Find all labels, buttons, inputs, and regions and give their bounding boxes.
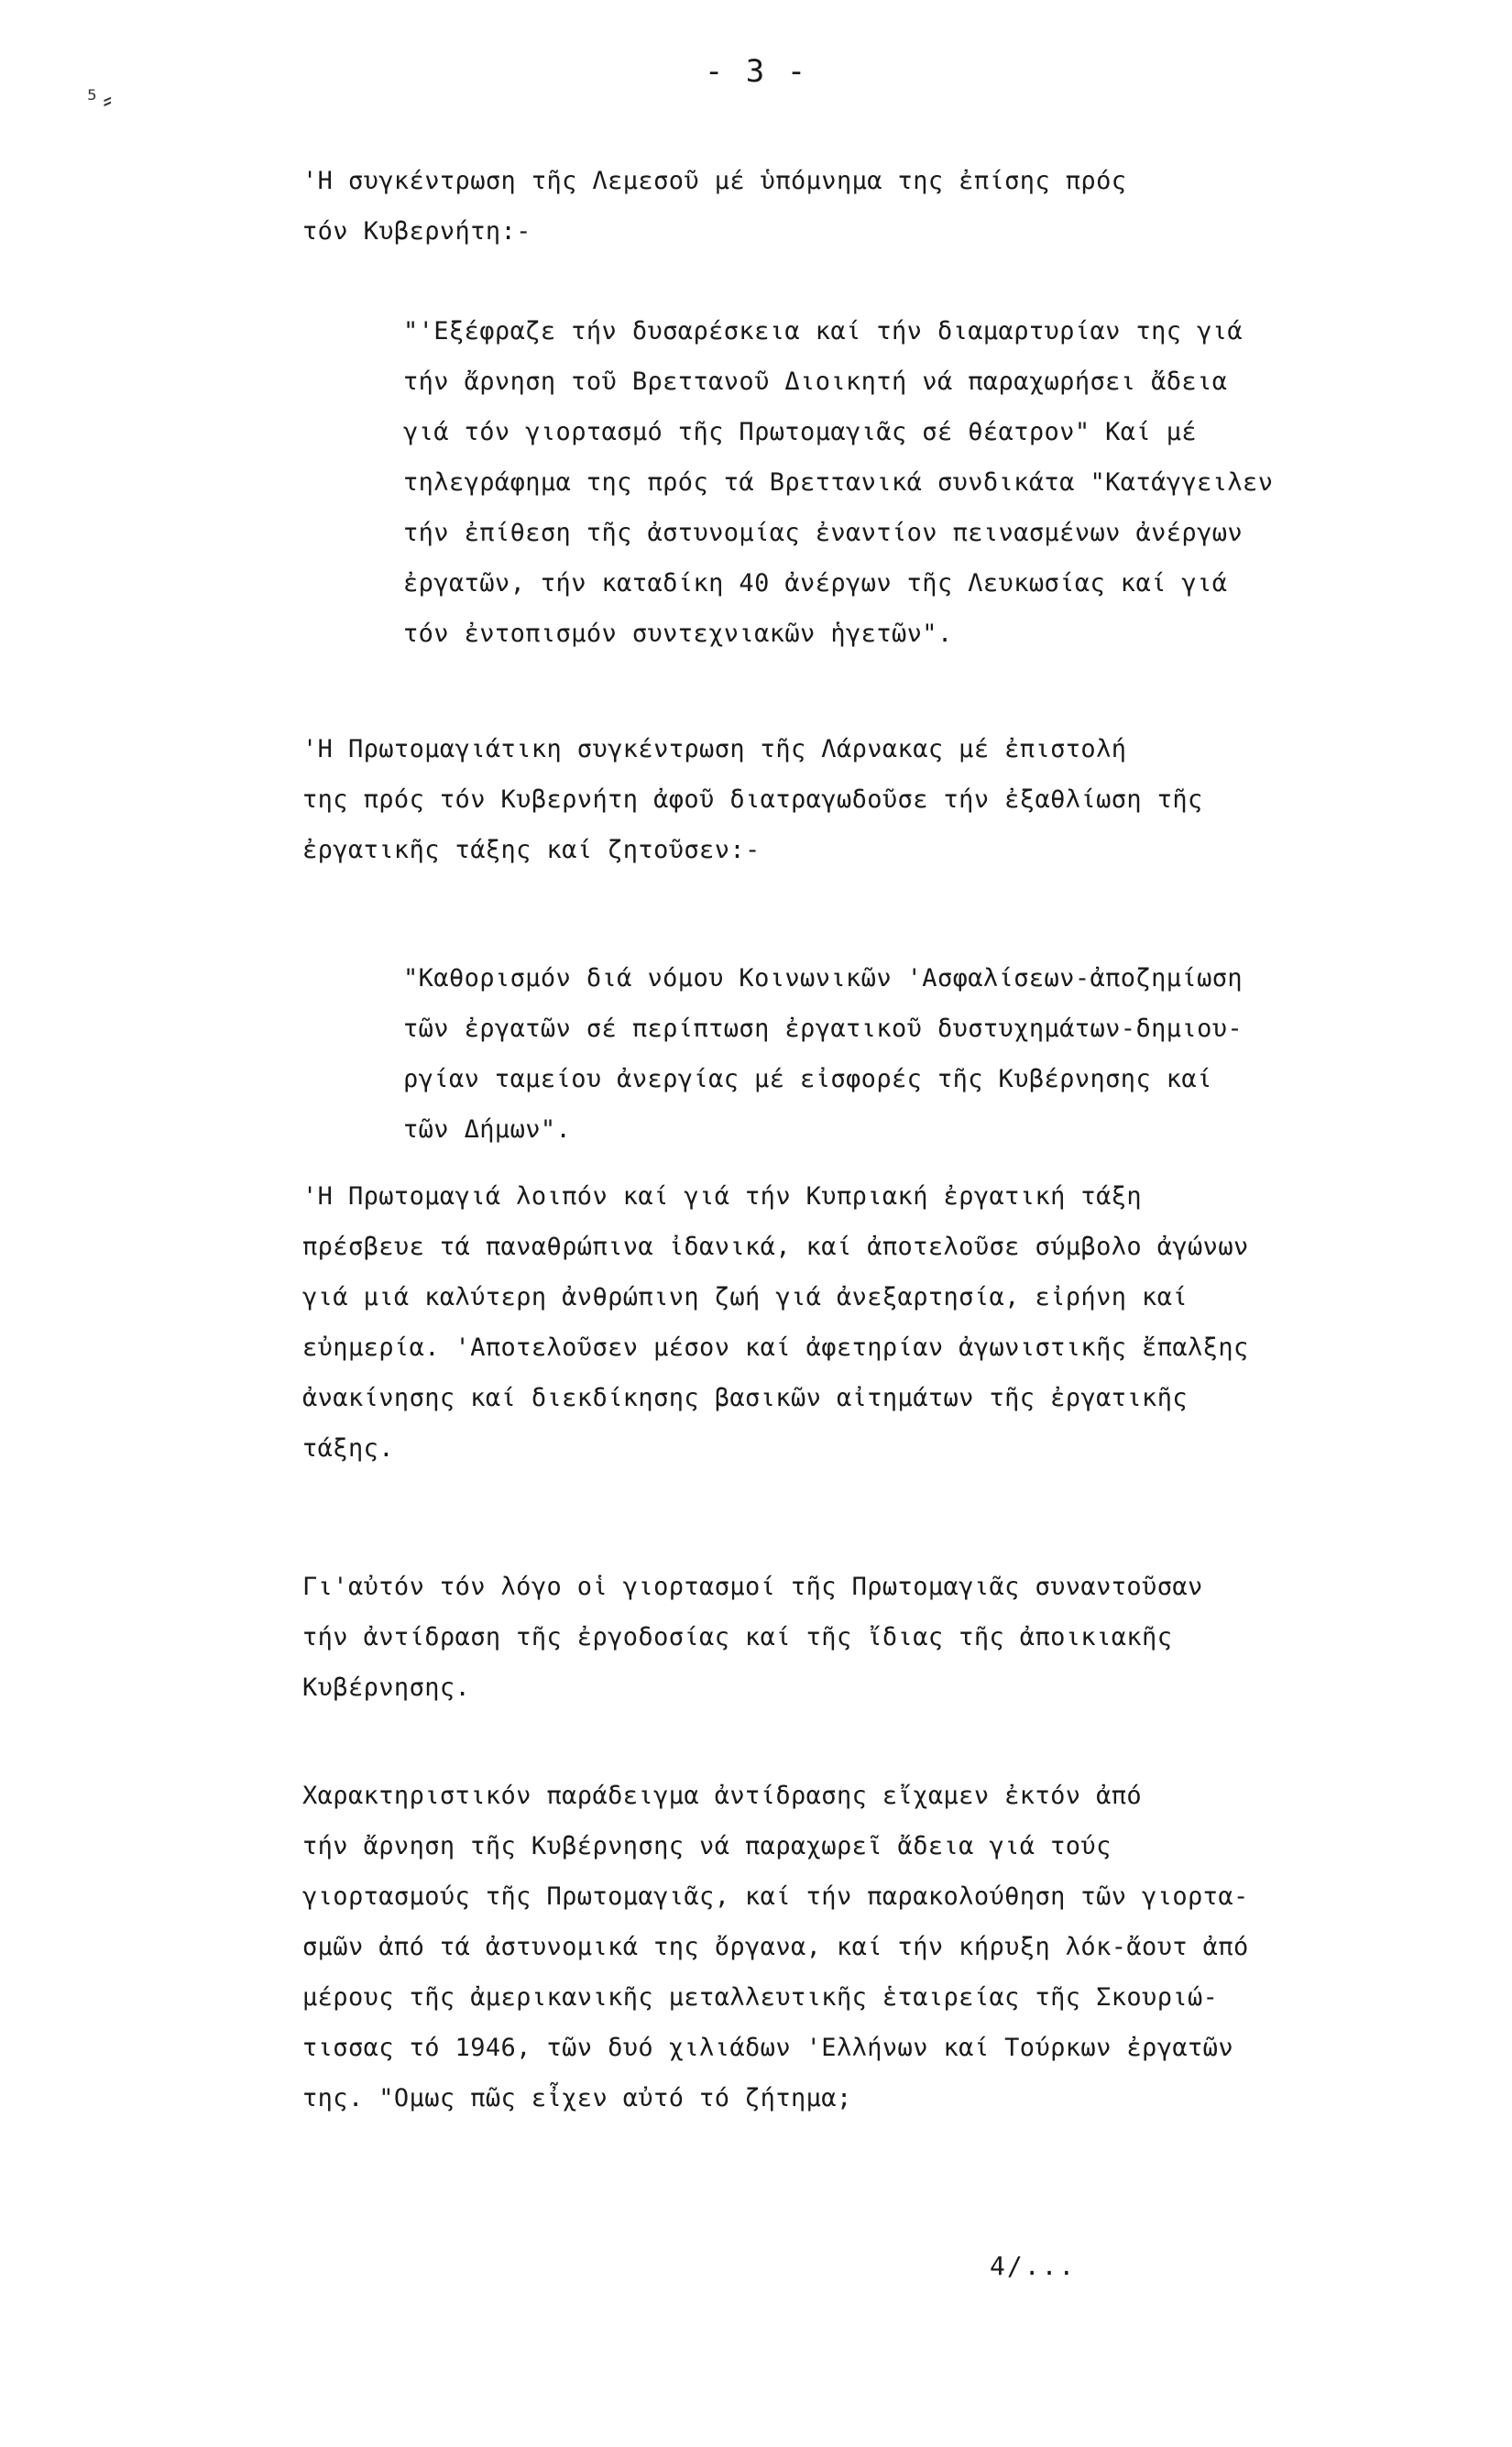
- paragraph-may-day-ideals: 'Η Πρωτομαγιά λοιπόν καί γιά τήν Κυπριακή ἐργατική τάξη πρέσβευε τά παναθρώπινα ἰδανικά, καί ἀποτελοῦσε σύμβολο ἀγώνων γιά μιά καλύτερη ἀνθρώπινη ζωή γιά ἀνεξαρτησία, εἰρήνη καί εὐημερία. 'Αποτελοῦσεν μέσον καί ἀφετηρίαν ἀγωνιστικῆς ἔπαλξης ἀνακίνησης καί διεκδίκησης βασικῶν αἰτημάτων τῆς ἐργατικῆς τάξης.: [302, 1182, 1249, 1463]
- page-number: - 3 -: [704, 53, 808, 90]
- paragraph-limassol-intro: 'Η συγκέντρωση τῆς Λεμεσοῦ μέ ὑπόμνημα της ἐπίσης πρός τόν Κυβερνήτη:-: [302, 167, 1127, 246]
- paragraph-larnaca-intro: 'Η Πρωτομαγιάτικη συγκέντρωση τῆς Λάρνακας μέ ἐπιστολή της πρός τόν Κυβερνήτη ἀφοῦ διατραγωδοῦσε τήν ἐξαθλίωση τῆς ἐργατικῆς τάξης καί ζητοῦσεν:-: [302, 735, 1203, 864]
- corner-mark: ⁵⸗: [84, 84, 115, 115]
- continuation-marker: 4/...: [990, 2251, 1077, 2281]
- paragraph-larnaca-quote: "Καθορισμόν διά νόμου Κοινωνικῶν 'Ασφαλίσεων-ἀποζημίωση τῶν ἐργατῶν σέ περίπτωση ἐργατικοῦ δυστυχημάτων-δημιου- ργίαν ταμείου ἀνεργίας μέ εἰσφορές τῆς Κυβέρνησης καί τῶν Δήμων".: [403, 964, 1244, 1144]
- paragraph-limassol-quote: "'Εξέφραζε τήν δυσαρέσκεια καί τήν διαμαρτυρίαν της γιά τήν ἄρνηση τοῦ Βρεττανοῦ Διοικητή νά παραχωρήσει ἄδεια γιά τόν γιορτασμό τῆς Πρωτομαγιᾶς σέ θέατρον" Καί μέ τηλεγράφημα της πρός τά Βρεττανικά συνδικάτα "Κατάγγειλεν τήν ἐπίθεση τῆς ἀστυνομίας ἐναντίον πεινασμένων ἀνέργων ἐργατῶν, τήν καταδίκη 40 ἀνέργων τῆς Λευκωσίας καί γιά τόν ἐντοπισμόν συντεχνιακῶν ἡγετῶν".: [403, 317, 1274, 648]
- paragraph-example: Χαρακτηριστικόν παράδειγμα ἀντίδρασης εἴχαμεν ἐκτόν ἀπό τήν ἄρνηση τῆς Κυβέρνησης νά παραχωρεῖ ἄδεια γιά τούς γιορτασμούς τῆς Πρωτομαγιᾶς, καί τήν παρακολούθηση τῶν γιορτα- σμῶν ἀπό τά ἀστυνομικά της ὄργανα, καί τήν κήρυξη λόκ-ἄουτ ἀπό μέρους τῆς ἀμερικανικῆς μεταλλευτικῆς ἑταιρείας τῆς Σκουριώ- τισσας τό 1946, τῶν δυό χιλιάδων 'Ελλήνων καί Τούρκων ἐργατῶν της. "Ομως πῶς εἶχεν αὐτό τό ζήτημα;: [302, 1782, 1249, 2112]
- paragraph-reactions: Γι'αὐτόν τόν λόγο οἱ γιορτασμοί τῆς Πρωτομαγιᾶς συναντοῦσαν τήν ἀντίδραση τῆς ἐργοδοσίας καί τῆς ἴδιας τῆς ἀποικιακῆς Κυβέρνησης.: [302, 1573, 1203, 1702]
